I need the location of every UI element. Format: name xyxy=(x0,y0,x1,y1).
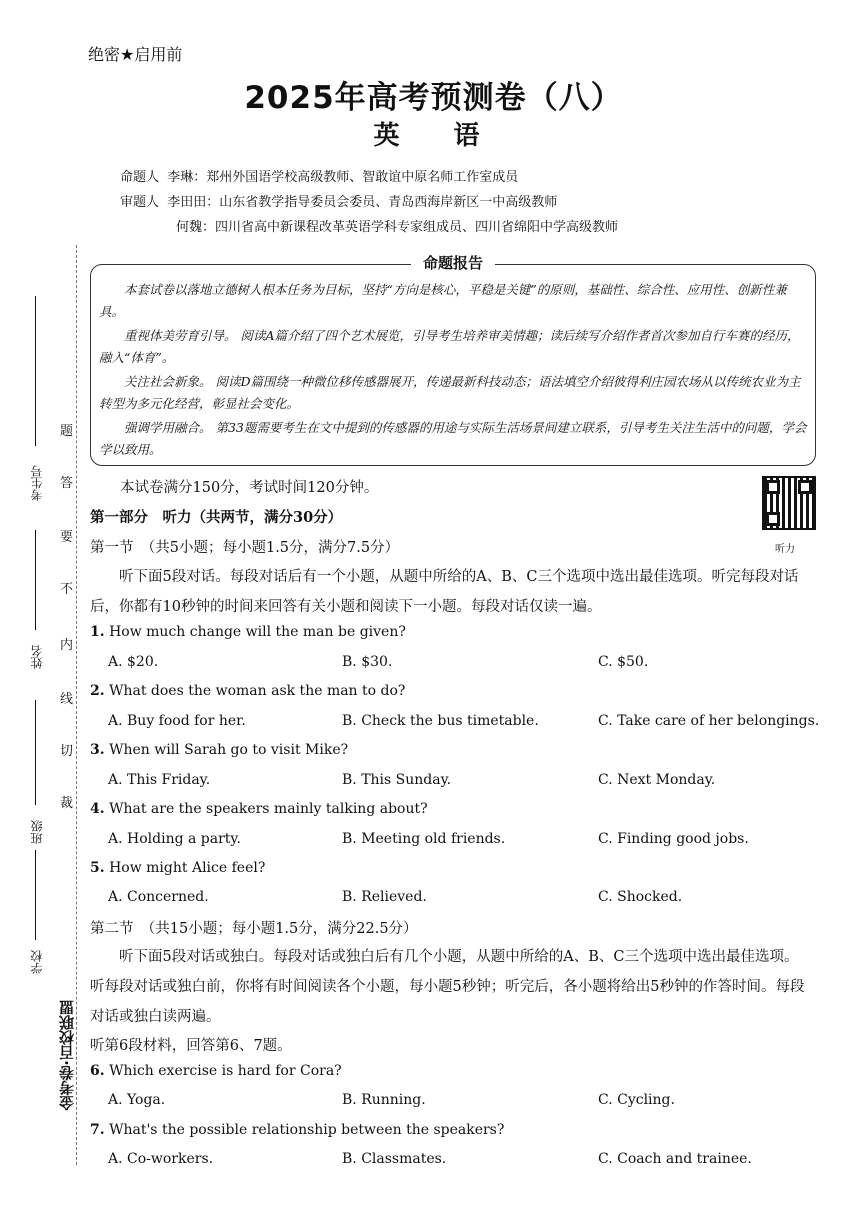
question-4: 4. What are the speakers mainly talking about? xyxy=(90,801,428,817)
option-b: B. Running. xyxy=(342,1092,426,1108)
qr-label: 听力 xyxy=(775,544,795,555)
report-box xyxy=(90,254,816,466)
report-paragraph: 重视体美劳育引导。 阅读A篇介绍了四个艺术展览，引导考生培养审美情趣；读后续写介绍作者首次参加自行车赛的经历，融入“体育”。 xyxy=(99,328,800,365)
option-c: C. Next Monday. xyxy=(598,772,716,788)
option-a: A. Co-workers. xyxy=(108,1151,214,1167)
section2-instructions: 听下面5段对话或独白。每段对话或独白后有几个小题，从题中所给的A、B、C三个选项中选出最佳选项。听每段对话或独白前，你将有时间阅读各个小题，每小题5秒钟；听完后，各小题将给出5秒钟的作答时间。每段对话或独白读两遍。 xyxy=(90,949,805,1025)
exam-title: 2025年高考预测卷（八） xyxy=(244,80,623,116)
option-b: B. Classmates. xyxy=(342,1151,447,1167)
fill-line xyxy=(35,850,36,940)
binding-margin xyxy=(10,260,82,1180)
fill-line xyxy=(35,530,36,630)
report-paragraph: 强调学用融合。 第33题需要考生在文中提到的传感器的用途与实际生活场景间建立联系，引导考生关注生活中的问题，学会学以致用。 xyxy=(99,420,807,457)
option-c: C. Finding good jobs. xyxy=(598,831,749,847)
option-a: A. Yoga. xyxy=(108,1092,166,1108)
fill-line xyxy=(35,700,36,805)
part1-title: 第一部分 听力（共两节，满分30分） xyxy=(90,509,343,526)
option-a: A. Holding a party. xyxy=(108,831,241,847)
label-class: 班级 xyxy=(30,820,44,844)
material-note: 听第6段材料，回答第6、7题。 xyxy=(90,1038,292,1054)
exam-subject: 英 语 xyxy=(373,121,494,151)
seal-char: 题 xyxy=(60,424,74,439)
option-b: B. Check the bus timetable. xyxy=(342,713,539,729)
question-5: 5. How might Alice feel? xyxy=(90,860,266,876)
section1-title: 第一节 （共5小题；每小题1.5分，满分7.5分） xyxy=(90,540,400,556)
brand-label: 金考卷·百校联盟 xyxy=(58,1000,76,1111)
option-a: A. This Friday. xyxy=(108,772,211,788)
question-7: 7. What's the possible relationship between the speakers? xyxy=(90,1122,505,1138)
option-c: C. Shocked. xyxy=(598,889,683,905)
qr-code-icon[interactable] xyxy=(762,476,816,530)
label-school: 学校 xyxy=(30,950,44,974)
label-name: 姓名 xyxy=(30,645,44,669)
seal-char: 答 xyxy=(60,476,74,491)
seal-char: 要 xyxy=(60,530,74,545)
exam-info: 本试卷满分150分，考试时间120分钟。 xyxy=(120,480,379,496)
option-c: C. $50. xyxy=(598,654,649,670)
confidential-note: 绝密★启用前 xyxy=(88,45,183,64)
option-a: A. Concerned. xyxy=(108,889,209,905)
option-c: C. Take care of her belongings. xyxy=(598,713,820,729)
author-line-3: 何魏：四川省高中新课程改革英语学科专家组成员、四川省绵阳中学高级教师 xyxy=(176,220,619,235)
report-title: 命题报告 xyxy=(411,254,495,272)
seal-char: 线 xyxy=(60,692,74,707)
question-3: 3. When will Sarah go to visit Mike? xyxy=(90,742,349,758)
report-paragraph: 本套试卷以落地立德树人根本任务为目标，坚持“方向是核心，平稳是关键”的原则，基础性、综合性、应用性、创新性兼具。 xyxy=(99,282,787,319)
fill-line xyxy=(35,296,36,446)
seal-char: 内 xyxy=(60,638,74,653)
option-b: B. This Sunday. xyxy=(342,772,452,788)
author-line-2: 审题人 李田田：山东省教学指导委员会委员、青岛西海岸新区一中高级教师 xyxy=(120,195,558,210)
author-line-1: 命题人 李琳：郑州外国语学校高级教师、智敢谊中原名师工作室成员 xyxy=(120,170,519,185)
seal-char: 切 xyxy=(60,744,74,759)
option-b: B. Meeting old friends. xyxy=(342,831,506,847)
option-b: B. $30. xyxy=(342,654,393,670)
option-c: C. Coach and trainee. xyxy=(598,1151,752,1167)
question-1: 1. How much change will the man be given? xyxy=(90,624,406,640)
option-b: B. Relieved. xyxy=(342,889,427,905)
seal-char: 裁 xyxy=(60,796,74,811)
option-c: C. Cycling. xyxy=(598,1092,675,1108)
question-6: 6. Which exercise is hard for Cora? xyxy=(90,1063,342,1079)
report-paragraph: 关注社会新象。 阅读D篇围绕一种微位移传感器展开，传递最新科技动态；语法填空介绍彼得利庄园农场从以传统农业为主转型为多元化经营，彰显社会变化。 xyxy=(99,374,801,411)
section2-title: 第二节 （共15小题；每小题1.5分，满分22.5分） xyxy=(90,921,418,937)
question-2: 2. What does the woman ask the man to do? xyxy=(90,683,406,699)
seal-char: 不 xyxy=(60,582,74,597)
option-a: A. Buy food for her. xyxy=(108,713,246,729)
section1-instructions: 听下面5段对话。每段对话后有一个小题，从题中所给的A、B、C三个选项中选出最佳选项。听完每段对话后，你都有10秒钟的时间来回答有关小题和阅读下一小题。每段对话仅读一遍。 xyxy=(90,569,799,615)
option-a: A. $20. xyxy=(108,654,159,670)
label-student-number: 考生号 xyxy=(30,465,44,501)
